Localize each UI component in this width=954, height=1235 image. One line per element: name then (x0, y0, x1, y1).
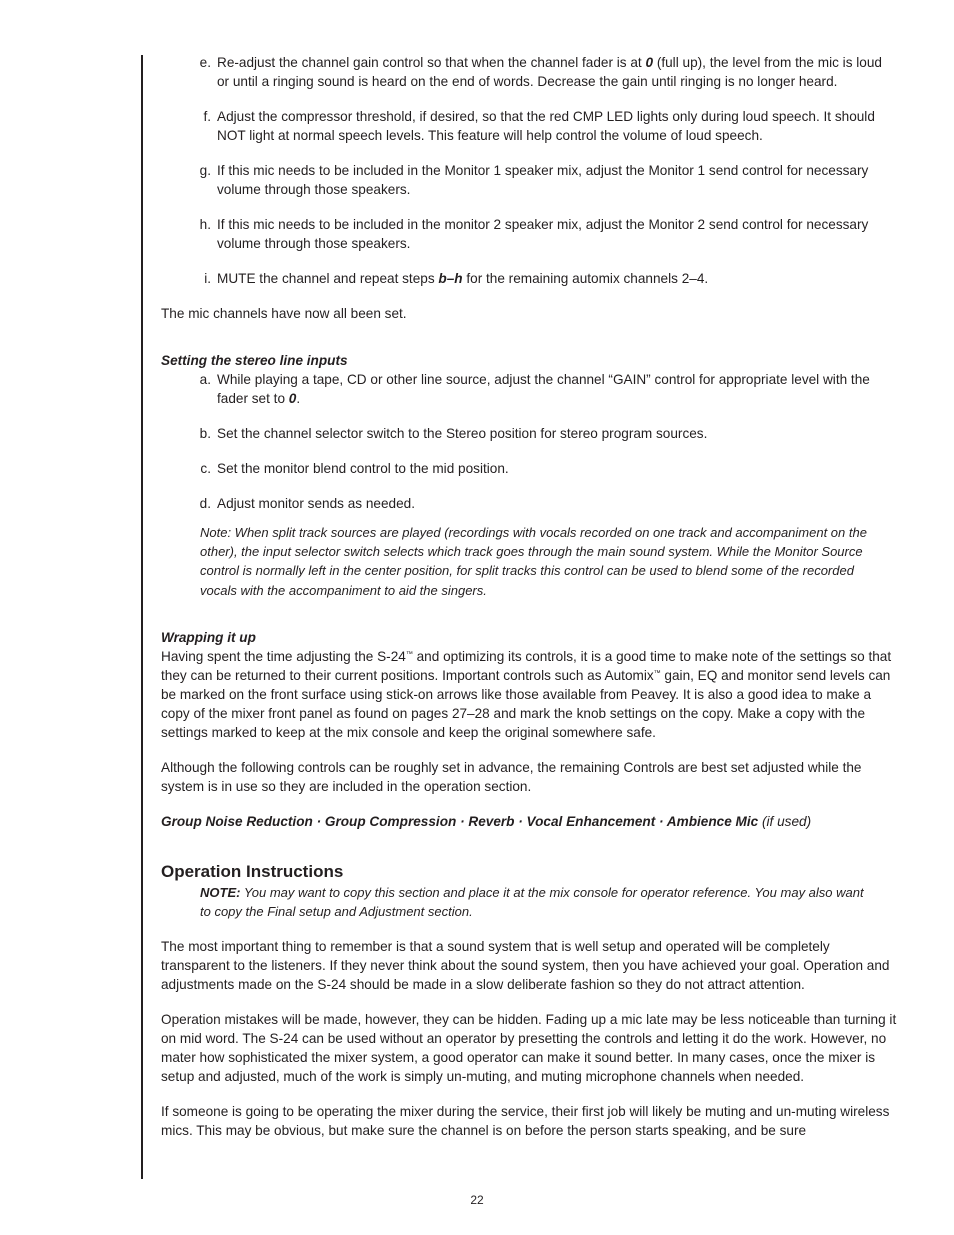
trademark-symbol: ™ (405, 650, 413, 658)
split-track-note: Note: When split track sources are played (recordings with vocals recorded on one track and accompaniment on the other), the input selector switch selects which track goes through the main sound system. While the Monitor Source control is normally left in the center position, for split tracks this control can be used to blend some of the recorded vocals with the accompaniment to aid the singers. (200, 525, 867, 598)
list-marker: f. (203, 109, 211, 124)
list-marker: b. (199, 426, 211, 441)
paragraph: Operation mistakes will be made, however, they can be hidden. Fading up a mic late may be less noticeable than turning it on mid word. The S-24 can be used without an operator by presetting the controls and letting it do the work. However, no mater how sophisticated the mixer system, a good operator can make it sound better. In many cases, once the mixer is setup and adjusted, much of the work is simply un-muting, and muting microphone channels when needed. (161, 1012, 897, 1085)
operation-note: NOTE: You may want to copy this section and place it at the mix console for operator reference. You may also want to copy the Final setup and Adjustment section. (200, 884, 864, 920)
paragraph: Having spent the time adjusting the S-24™ and optimizing its controls, it is a good time to make note of the settings so that they can be returned to their current positions. Important controls such as Automix™ gain, EQ and monitor send levels can be marked on the front surface using stick-on arrows like those available from Peavey. It is also a good idea to make a copy of the mixer front panel as found on pages 27–28 and mark the knob settings on the copy. Make a copy with the settings marked to keep at the mix console and keep the original somewhere safe. (161, 648, 892, 740)
stereo-steps-list (161, 370, 897, 513)
paragraph: Although the following controls can be roughly set in advance, the remaining Controls are best set adjusted while the system is in use so they are included in the operation section. (161, 759, 862, 794)
list-item: h. If this mic needs to be included in the monitor 2 speaker mix, adjust the Monitor 2 send control for necessary volume through those speakers. (161, 215, 897, 253)
list-item: c. Set the monitor blend control to the mid position. (161, 459, 897, 478)
paragraph: If someone is going to be operating the mixer during the service, their first job will likely be muting and un-muting wireless mics. This may be obvious, but make sure the channel is on before the person starts speaking, and be sure (161, 1104, 890, 1139)
list-marker: h. (199, 217, 211, 232)
margin-rule (141, 55, 143, 1179)
list-item: b. Set the channel selector switch to the Stereo position for stereo program sources. (161, 424, 897, 443)
list-item: e. Re-adjust the channel gain control so that when the channel fader is at 0 (full up), the level from the mic is loud or until a ringing sound is heard on the end of words. Decrease the gain until ringing is no longer heard. (161, 53, 897, 91)
trademark-symbol: ™ (653, 669, 661, 677)
page-number: 22 (470, 1193, 484, 1207)
list-marker: g. (199, 163, 211, 178)
note-label: NOTE: (200, 884, 241, 900)
list-item: a. While playing a tape, CD or other line source, adjust the channel “GAIN” control for appropriate level with the fader set to 0. (161, 370, 897, 408)
paragraph: The most important thing to remember is that a sound system that is well setup and operated will be completely transparent to the listeners. If they never think about the sound system, then you have achieved your goal. Operation and adjustments made on the S-24 should be made in a slow deliberate fashion so they do not attract attention. (161, 939, 890, 993)
list-marker: a. (199, 372, 211, 387)
controls-list: Group Noise Reduction · Group Compression · Reverb · Vocal Enhancement · Ambience Mic (if used) (161, 813, 812, 829)
page-content (161, 53, 897, 1140)
list-marker: c. (200, 461, 211, 476)
subheading-stereo: Setting the stereo line inputs (161, 353, 348, 368)
list-marker: i. (204, 271, 211, 286)
list-item: f. Adjust the compressor threshold, if desired, so that the red CMP LED lights only during loud speech. It should NOT light at normal speech levels. This feature will help control the volume of loud speech. (161, 107, 897, 145)
paragraph: The mic channels have now all been set. (161, 306, 407, 321)
list-marker: e. (199, 55, 211, 70)
subheading-wrapping: Wrapping it up (161, 629, 256, 645)
list-item: i. MUTE the channel and repeat steps b–h for the remaining automix channels 2–4. (161, 269, 897, 288)
steps-list (161, 53, 897, 288)
list-marker: d. (199, 496, 211, 511)
section-title-operation: Operation Instructions (161, 861, 344, 881)
list-item: d. Adjust monitor sends as needed. (161, 494, 897, 513)
list-item: g. If this mic needs to be included in the Monitor 1 speaker mix, adjust the Monitor 1 send control for necessary volume through those speakers. (161, 161, 897, 199)
